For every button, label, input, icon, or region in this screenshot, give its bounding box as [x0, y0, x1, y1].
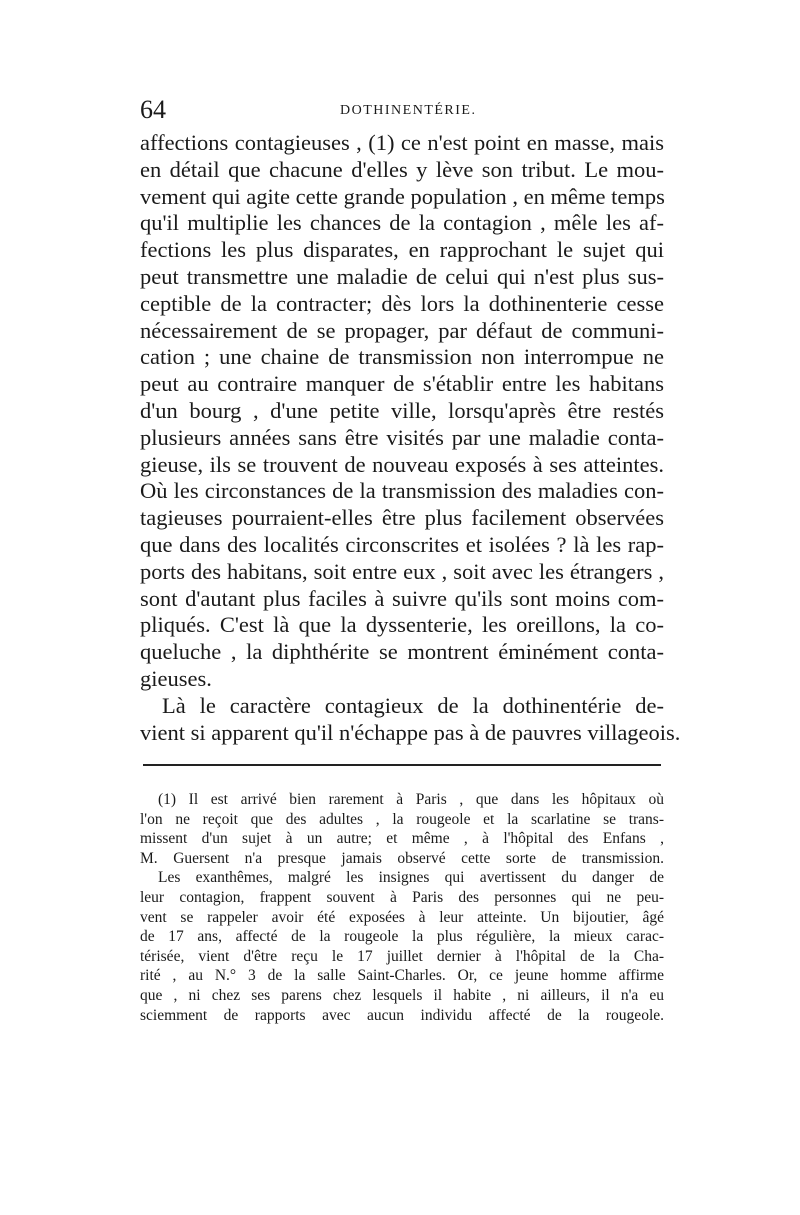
text-line: vient si apparent qu'il n'échappe pas à de pauvres villageois.	[140, 719, 681, 745]
text-line: Où les circonstances de la transmission des maladies con-	[140, 478, 664, 504]
text-line: peut au contraire manquer de s'établir entre les habitans	[140, 371, 664, 397]
text-line: fections les plus disparates, en rapprochant le sujet qui	[140, 237, 664, 263]
text-line: d'un bourg , d'une petite ville, lorsqu'après être restés	[140, 397, 664, 423]
footnote-line: rité , au N.° 3 de la salle Saint-Charles. Or, ce jeune homme affirme	[140, 967, 664, 985]
text-line: pliqués. C'est là que la dyssenterie, les oreillons, la co-	[140, 612, 664, 638]
running-title: DOTHINENTÉRIE.	[340, 103, 477, 118]
footnote-line: l'on ne reçoit que des adultes , la rougeole et la scarlatine se trans-	[140, 810, 664, 828]
text-line: affections contagieuses , (1) ce n'est point en masse, mais	[140, 130, 664, 155]
text-line: gieuse, ils se trouvent de nouveau exposés à ses atteintes.	[140, 451, 664, 477]
text-line: que dans des localités circonscrites et isolées ? là les rap-	[140, 531, 664, 557]
text-line: en détail que chacune d'elles y lève son tribut. Le mou-	[140, 156, 664, 182]
footnote-line: leur contagion, frappent souvent à Paris des personnes qui ne peu-	[140, 888, 664, 906]
page-header	[140, 92, 664, 128]
text-line: tagieuses pourraient-elles être plus facilement observées	[140, 505, 664, 531]
text-line: gieuses.	[140, 665, 212, 691]
text-line: cation ; une chaine de transmission non interrompue ne	[140, 344, 664, 370]
text-line: sont d'autant plus faciles à suivre qu'ils sont moins com-	[140, 585, 664, 611]
text-line: qu'il multiplie les chances de la contagion , mêle les af-	[140, 210, 664, 236]
footnote-line: missent d'un sujet à un autre; et même , à l'hôpital des Enfans ,	[140, 830, 664, 848]
text-line: nécessairement de se propager, par défaut de communi-	[140, 317, 664, 343]
page-number: 64	[140, 95, 166, 124]
footnote-line: sciemment de rapports avec aucun individu affecté de la rougeole.	[140, 1006, 664, 1024]
footnotes	[140, 790, 664, 1025]
text-line: peut transmettre une maladie de celui qui n'est plus sus-	[140, 263, 664, 289]
footnote-line: que , ni chez ses parens chez lesquels il habite , ni ailleurs, il n'a eu	[140, 986, 664, 1004]
footnote-line: vent se rappeler avoir été exposées à leur atteinte. Un bijoutier, âgé	[140, 908, 664, 926]
text-line: vement qui agite cette grande population , en même temps	[140, 183, 665, 209]
text-line: plusieurs années sans être visités par une maladie conta-	[140, 424, 664, 450]
footnote-line: M. Guersent n'a presque jamais observé cette sorte de transmission.	[140, 849, 664, 867]
text-line: Là le caractère contagieux de la dothinentérie de-	[162, 692, 664, 718]
footnote-line: térisée, vient d'être reçu le 17 juillet dernier à l'hôpital de la Cha-	[140, 947, 664, 965]
footnote-line: de 17 ans, affecté de la rougeole la plus régulière, la mieux carac-	[140, 928, 664, 946]
main-text	[140, 130, 681, 746]
text-line: queluche , la diphthérite se montrent éminément conta-	[140, 639, 664, 665]
footnote-line: (1) Il est arrivé bien rarement à Paris , que dans les hôpitaux où	[158, 791, 664, 808]
text-line: ceptible de la contracter; dès lors la dothinenterie cesse	[140, 290, 664, 316]
footnote-rule	[143, 764, 661, 766]
text-line: ports des habitans, soit entre eux , soit avec les étrangers ,	[140, 558, 664, 584]
footnote-line: Les exanthêmes, malgré les insignes qui avertissent du danger de	[158, 869, 664, 887]
